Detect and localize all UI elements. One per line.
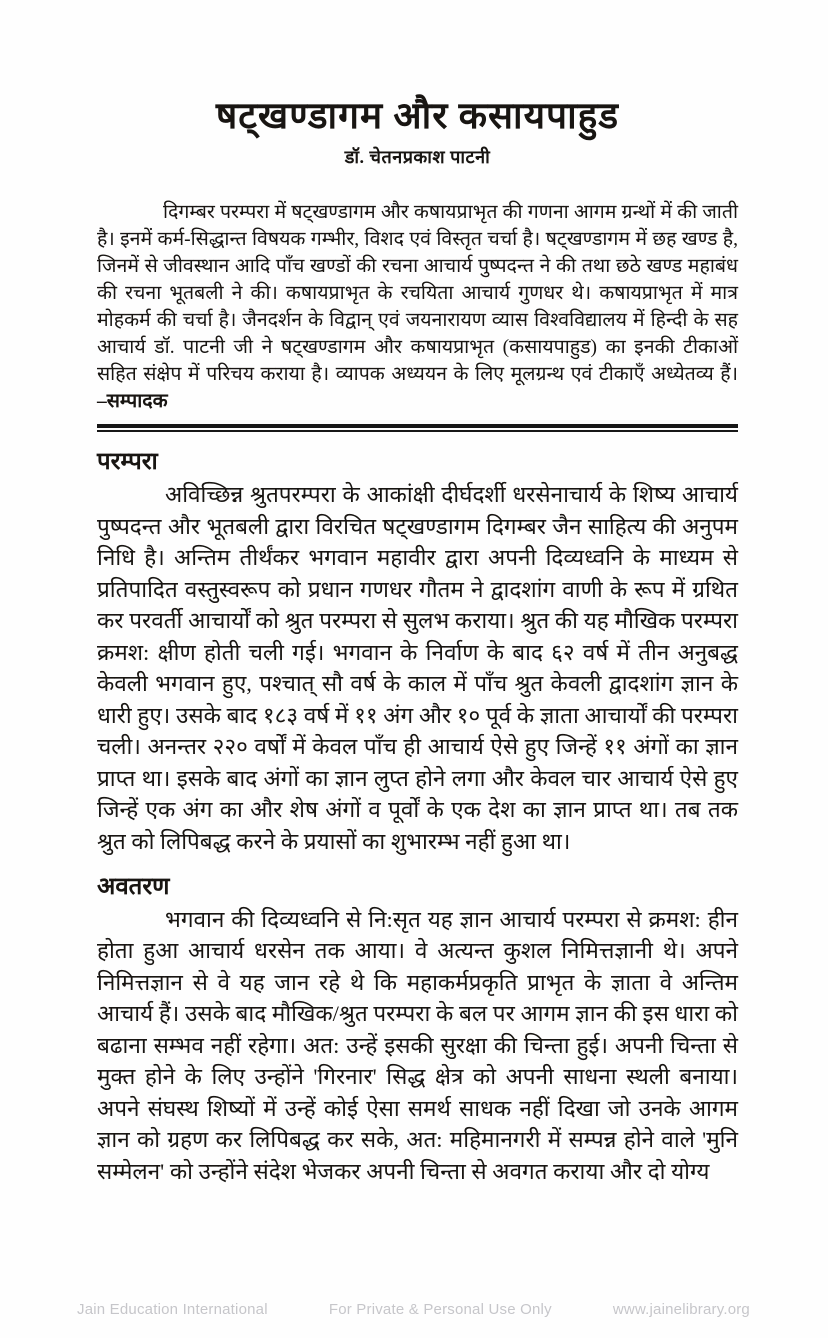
editor-signature: –सम्पादक — [97, 391, 168, 413]
section-parampara-paragraph: अविच्छिन्न श्रुतपरम्परा के आकांक्षी दीर्घदर्शी धरसेनाचार्य के शिष्य आचार्य पुष्पदन्त और भूतबली द्वारा विरचित षट्खण्डागम दिगम्बर जैन साहित्य की अनुपम निधि है। अन्तिम तीर्थंकर भगवान महावीर द्वारा अपनी दिव्यध्वनि के माध्यम से प्रतिपादित वस्तुस्वरूप को प्रधान गणधर गौतम ने द्वादशांग वाणी के रूप में ग्रथित कर परवर्ती आचार्यों को श्रुत परम्परा से सुलभ कराया। श्रुत की यह मौखिक परम्परा क्रमश: क्षीण होती चली गई। भगवान के निर्वाण के बाद ६२ वर्ष में तीन अनुबद्ध केवली भगवान हुए, पश्चात् सौ वर्ष के काल में पाँच श्रुत केवली द्वादशांग ज्ञान के धारी हुए। उसके बाद १८३ वर्ष में ११ अंग और १० पूर्व के ज्ञाता आचार्यों की परम्परा चली। अनन्तर २२० वर्षों में केवल पाँच ही आचार्य ऐसे हुए जिन्हें ११ अंगों का ज्ञान प्राप्त था। इसके बाद अंगों का ज्ञान लुप्त होने लगा और केवल चार आचार्य ऐसे हुए जिन्हें एक अंग का और शेष अंगों व पूर्वों के एक देश का ज्ञान प्राप्त था। तब तक श्रुत को लिपिबद्ध करने के प्रयासों का शुभारम्भ नहीं हुआ था। — [97, 482, 738, 854]
footer-right-text: www.jainelibrary.org — [612, 1301, 750, 1318]
page-title: षट्खण्डागम और कसायपाहुड — [215, 96, 620, 137]
footer-left-text: Jain Education International — [77, 1301, 268, 1318]
section-divider-rule — [97, 424, 738, 432]
section-avataran-paragraph: भगवान की दिव्यध्वनि से नि:सृत यह ज्ञान आचार्य परम्परा से क्रमश: हीन होता हुआ आचार्य धरसेन तक आया। वे अत्यन्त कुशल निमित्तज्ञानी थे। अपने निमित्तज्ञान से वे यह जान रहे थे कि महाकर्मप्रकृति प्राभृत के ज्ञाता वे अन्तिम आचार्य हैं। उसके बाद मौखिक/श्रुत परम्परा के बल पर आगम ज्ञान की इस धारा को बढाना सम्भव नहीं रहेगा। अत: उन्हें इसकी सुरक्षा की चिन्ता हुई। अपनी चिन्ता से मुक्त होने के लिए उन्होंने 'गिरनार' सिद्ध क्षेत्र को अपनी साधना स्थली बनाया। अपने संघस्थ शिष्यों में उन्हें कोई ऐसा समर्थ साधक नहीं दिखा जो उनके आगम ज्ञान को ग्रहण कर लिपिबद्ध कर सके, अत: महिमानगरी में सम्पन्न होने वाले 'मुनि सम्मेलन' को उन्होंने संदेश भेजकर अपनी चिन्ता से अवगत कराया और दो योग्य — [97, 906, 738, 1184]
editor-note — [97, 199, 738, 415]
footer-center-text: For Private & Personal Use Only — [328, 1301, 552, 1318]
author-byline: डॉ. चेतनप्रकाश पाटनी — [344, 147, 491, 168]
text-column — [97, 0, 738, 1187]
section-heading-parampara: परम्परा — [97, 449, 158, 476]
page-footer — [0, 1301, 828, 1318]
editor-note-text: दिगम्बर परम्परा में षट्खण्डागम और कषायप्राभृत की गणना आगम ग्रन्थों में की जाती है। इनमें कर्म-सिद्धान्त विषयक गम्भीर, विशद एवं विस्तृत चर्चा है। षट्खण्डागम में छह खण्ड है, जिनमें से जीवस्थान आदि पाँच खण्डों की रचना आचार्य पुष्पदन्त ने की तथा छठे खण्ड महाबंध की रचना भूतबली ने की। कषायप्राभृत के रचयिता आचार्य गुणधर थे। कषायप्राभृत में मात्र मोहकर्म की चर्चा है। जैनदर्शन के विद्वान् एवं जयनारायण व्यास विश्वविद्यालय में हिन्दी के सह आचार्य डॉ. पाटनी जी ने षट्खण्डागम और कषायप्राभृत (कसायपाहुड) का इनकी टीकाओं सहित संक्षेप में परिचय कराया है। व्यापक अध्ययन के लिए मूलग्रन्थ एवं टीकाएँ अध्येतव्य हैं। — [97, 202, 738, 386]
section-heading-avataran: अवतरण — [97, 874, 170, 901]
